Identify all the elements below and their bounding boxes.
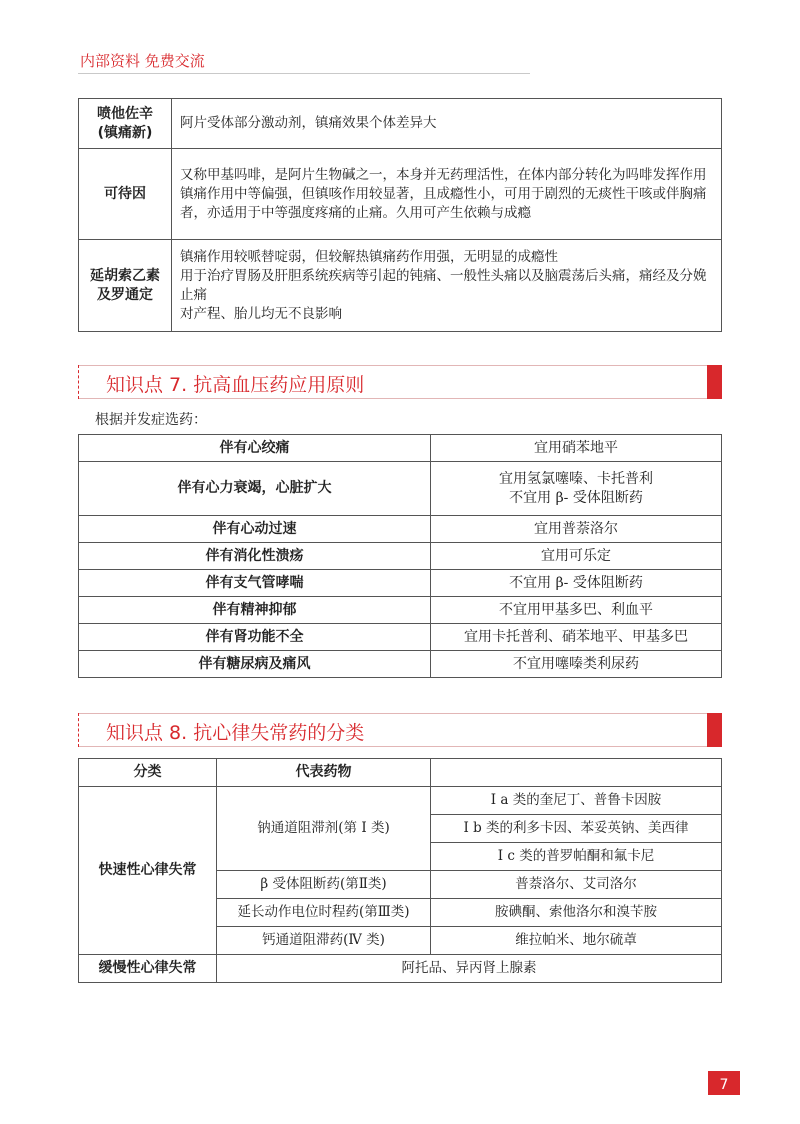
header-cell-drugs: 代表药物 xyxy=(217,759,431,787)
drug-desc-line: 用于治疗胃肠及肝胆系统疾病等引起的钝痛、一般性头痛以及脑震荡后头痛，痛经及分娩止痛 xyxy=(180,267,707,303)
drug-name: 可待因 xyxy=(104,185,146,202)
advice-cell: 宜用可乐定 xyxy=(431,543,722,570)
drug-example-cell: Ⅰ b 类的利多卡因、苯妥英钠、美西律 xyxy=(431,815,722,843)
condition-cell: 伴有支气管哮喘 xyxy=(79,570,431,597)
advice-cell: 宜用普萘洛尔 xyxy=(431,516,722,543)
drug-example-cell: 胺碘酮、索他洛尔和溴苄胺 xyxy=(431,899,722,927)
advice-cell: 不宜用 β- 受体阻断药 xyxy=(431,570,722,597)
section-title: 知识点 7. 抗高血压药应用原则 xyxy=(106,374,365,396)
drug-name: 喷他佐辛 (镇痛新) xyxy=(97,105,153,141)
table-row xyxy=(79,462,722,516)
drug-desc-line: 阿片受体部分激动剂，镇痛效果个体差异大 xyxy=(180,115,437,131)
table-row xyxy=(79,597,722,624)
drug-desc-line: 镇痛作用较哌替啶弱，但较解热镇痛药作用强，无明显的成瘾性 xyxy=(180,248,558,265)
table-row xyxy=(79,240,722,332)
condition-cell: 伴有心动过速 xyxy=(79,516,431,543)
header-divider xyxy=(78,73,530,74)
drug-desc-cell xyxy=(172,99,722,149)
intro-text: 根据并发症选药： xyxy=(95,412,207,428)
header-cell-examples xyxy=(431,759,722,787)
drug-class-cell: 钙通道阻滞药(Ⅳ 类) xyxy=(217,927,431,955)
drug-example-cell: 普萘洛尔、艾司洛尔 xyxy=(431,871,722,899)
drug-name-cell xyxy=(79,149,172,240)
section-heading-7 xyxy=(78,365,722,399)
section-accent-block xyxy=(707,365,722,399)
drug-desc-line: 对产程、胎儿均无不良影响 xyxy=(180,305,342,322)
table-row xyxy=(79,787,722,815)
table-row xyxy=(79,651,722,678)
drug-desc-cell xyxy=(172,149,722,240)
table-row xyxy=(79,435,722,462)
drug-name-cell xyxy=(79,99,172,149)
table-row xyxy=(79,570,722,597)
drug-example-cell: Ⅰ a 类的奎尼丁、普鲁卡因胺 xyxy=(431,787,722,815)
header-label: 内部资料 免费交流 xyxy=(80,52,205,70)
advice-cell: 宜用氢氯噻嗪、卡托普利 不宜用 β- 受体阻断药 xyxy=(431,462,722,516)
header-cell-category: 分类 xyxy=(79,759,217,787)
table-row xyxy=(79,543,722,570)
drug-name-cell xyxy=(79,240,172,332)
table-row xyxy=(79,624,722,651)
condition-cell: 伴有精神抑郁 xyxy=(79,597,431,624)
section-left-rule xyxy=(78,713,79,747)
analgesic-drugs-table xyxy=(78,98,722,332)
drug-class-cell: 钠通道阻滞剂(第 Ⅰ 类) xyxy=(217,787,431,871)
table-header-row xyxy=(79,759,722,787)
condition-cell: 伴有心力衰竭，心脏扩大 xyxy=(79,462,431,516)
drug-desc-line: 又称甲基吗啡，是阿片生物碱之一，本身并无药理活性，在体内部分转化为吗啡发挥作用 xyxy=(180,166,707,183)
drug-example-cell: 阿托品、异丙肾上腺素 xyxy=(217,955,722,983)
advice-cell: 宜用硝苯地平 xyxy=(431,435,722,462)
section-left-rule xyxy=(78,365,79,399)
drug-class-cell: β 受体阻断药(第Ⅱ类) xyxy=(217,871,431,899)
drug-desc-cell xyxy=(172,240,722,332)
condition-cell: 伴有肾功能不全 xyxy=(79,624,431,651)
condition-cell: 伴有心绞痛 xyxy=(79,435,431,462)
condition-cell: 伴有消化性溃疡 xyxy=(79,543,431,570)
category-cell-slow: 缓慢性心律失常 xyxy=(79,955,217,983)
section-heading-8 xyxy=(78,713,722,747)
drug-desc-line: 镇痛作用中等偏强，但镇咳作用较显著，且成瘾性小，可用于剧烈的无痰性干咳或伴胸痛者，亦适用于中等强度疼痛的止痛。久用可产生依赖与成瘾 xyxy=(180,185,707,221)
drug-name: 延胡索乙素 及罗通定 xyxy=(90,267,160,303)
drug-example-cell: Ⅰ c 类的普罗帕酮和氟卡尼 xyxy=(431,843,722,871)
section-accent-block xyxy=(707,713,722,747)
condition-cell: 伴有糖尿病及痛风 xyxy=(79,651,431,678)
advice-cell: 不宜用甲基多巴、利血平 xyxy=(431,597,722,624)
advice-cell: 宜用卡托普利、硝苯地平、甲基多巴 xyxy=(431,624,722,651)
advice-cell: 不宜用噻嗪类利尿药 xyxy=(431,651,722,678)
hypertension-table xyxy=(78,434,722,678)
antiarrhythmic-table xyxy=(78,758,722,983)
drug-class-cell: 延长动作电位时程药(第Ⅲ类) xyxy=(217,899,431,927)
section-title: 知识点 8. 抗心律失常药的分类 xyxy=(106,722,365,744)
drug-example-cell: 维拉帕米、地尔硫䓬 xyxy=(431,927,722,955)
page-number: 7 xyxy=(708,1071,740,1095)
table-row xyxy=(79,149,722,240)
table-row xyxy=(79,955,722,983)
table-row xyxy=(79,99,722,149)
category-cell-fast: 快速性心律失常 xyxy=(79,787,217,955)
table-row xyxy=(79,516,722,543)
